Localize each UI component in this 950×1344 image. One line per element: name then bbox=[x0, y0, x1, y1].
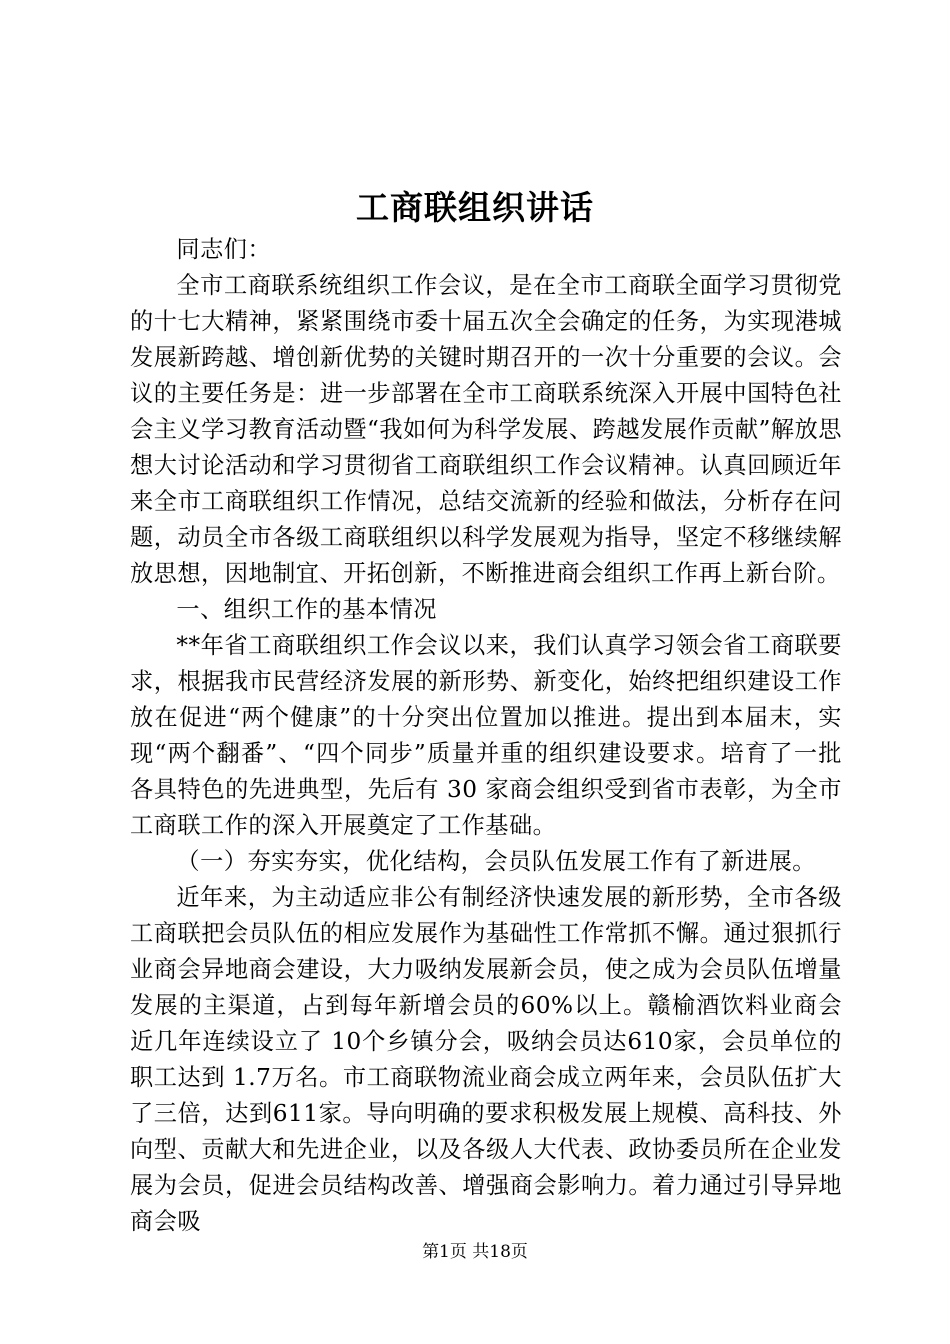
page-footer: 第1页 共18页 bbox=[422, 1242, 528, 1262]
salutation: 同志们： bbox=[176, 236, 272, 263]
document-title: 工商联组织讲话 bbox=[356, 188, 594, 227]
paragraph-subsection-1: 近年来，为主动适应非公有制经济快速发展的新形势，全市各级工商联把会员队伍的相应发展作为基础性工作常抓不懈。通过狠抓行业商会异地商会建设，大力吸纳发展新会员，使之成为会员队伍增量发展的主渠道，占到每年新增会员的60%以上。赣榆酒饮料业商会近几年连续设立了 10个乡镇分会，吸纳会员达610家，会员单位的职工达到 1.7万名。市工商联物流业商会成立两年来，会员队伍扩大了三倍，达到611家。导向明确的要求积极发展上规模、高科技、外向型、贡献大和先进企业，以及各级人大代表、政协委员所在企业发展为会员，促进会员结构改善、增强商会影响力。着力通过引导异地商会吸 bbox=[130, 884, 842, 1235]
subsection-heading-1: （一）夯实夯实，优化结构，会员队伍发展工作有了新进展。 bbox=[176, 848, 816, 875]
paragraph-section-1: **年省工商联组织工作会议以来，我们认真学习领会省工商联要求，根据我市民营经济发展的新形势、新变化，始终把组织建设工作放在促进“两个健康”的十分突出位置加以推进。提出到本届末，实现“两个翻番”、“四个同步”质量并重的组织建设要求。培育了一批各具特色的先进典型，先后有 30 家商会组织受到省市表彰，为全市工商联工作的深入开展奠定了工作基础。 bbox=[130, 632, 842, 839]
section-heading-1: 一、组织工作的基本情况 bbox=[176, 596, 437, 623]
document-body bbox=[130, 232, 842, 1240]
paragraph-intro: 全市工商联系统组织工作会议，是在全市工商联全面学习贯彻党的十七大精神，紧紧围绕市委十届五次全会确定的任务，为实现港城发展新跨越、增创新优势的关键时期召开的一次十分重要的会议。会议的主要任务是：进一步部署在全市工商联系统深入开展中国特色社会主义学习教育活动暨“我如何为科学发展、跨越发展作贡献”解放思想大讨论活动和学习贯彻省工商联组织工作会议精神。认真回顾近年来全市工商联组织工作情况，总结交流新的经验和做法，分析存在问题，动员全市各级工商联组织以科学发展观为指导，坚定不移继续解放思想，因地制宜、开拓创新，不断推进商会组织工作再上新台阶。 bbox=[130, 272, 842, 587]
